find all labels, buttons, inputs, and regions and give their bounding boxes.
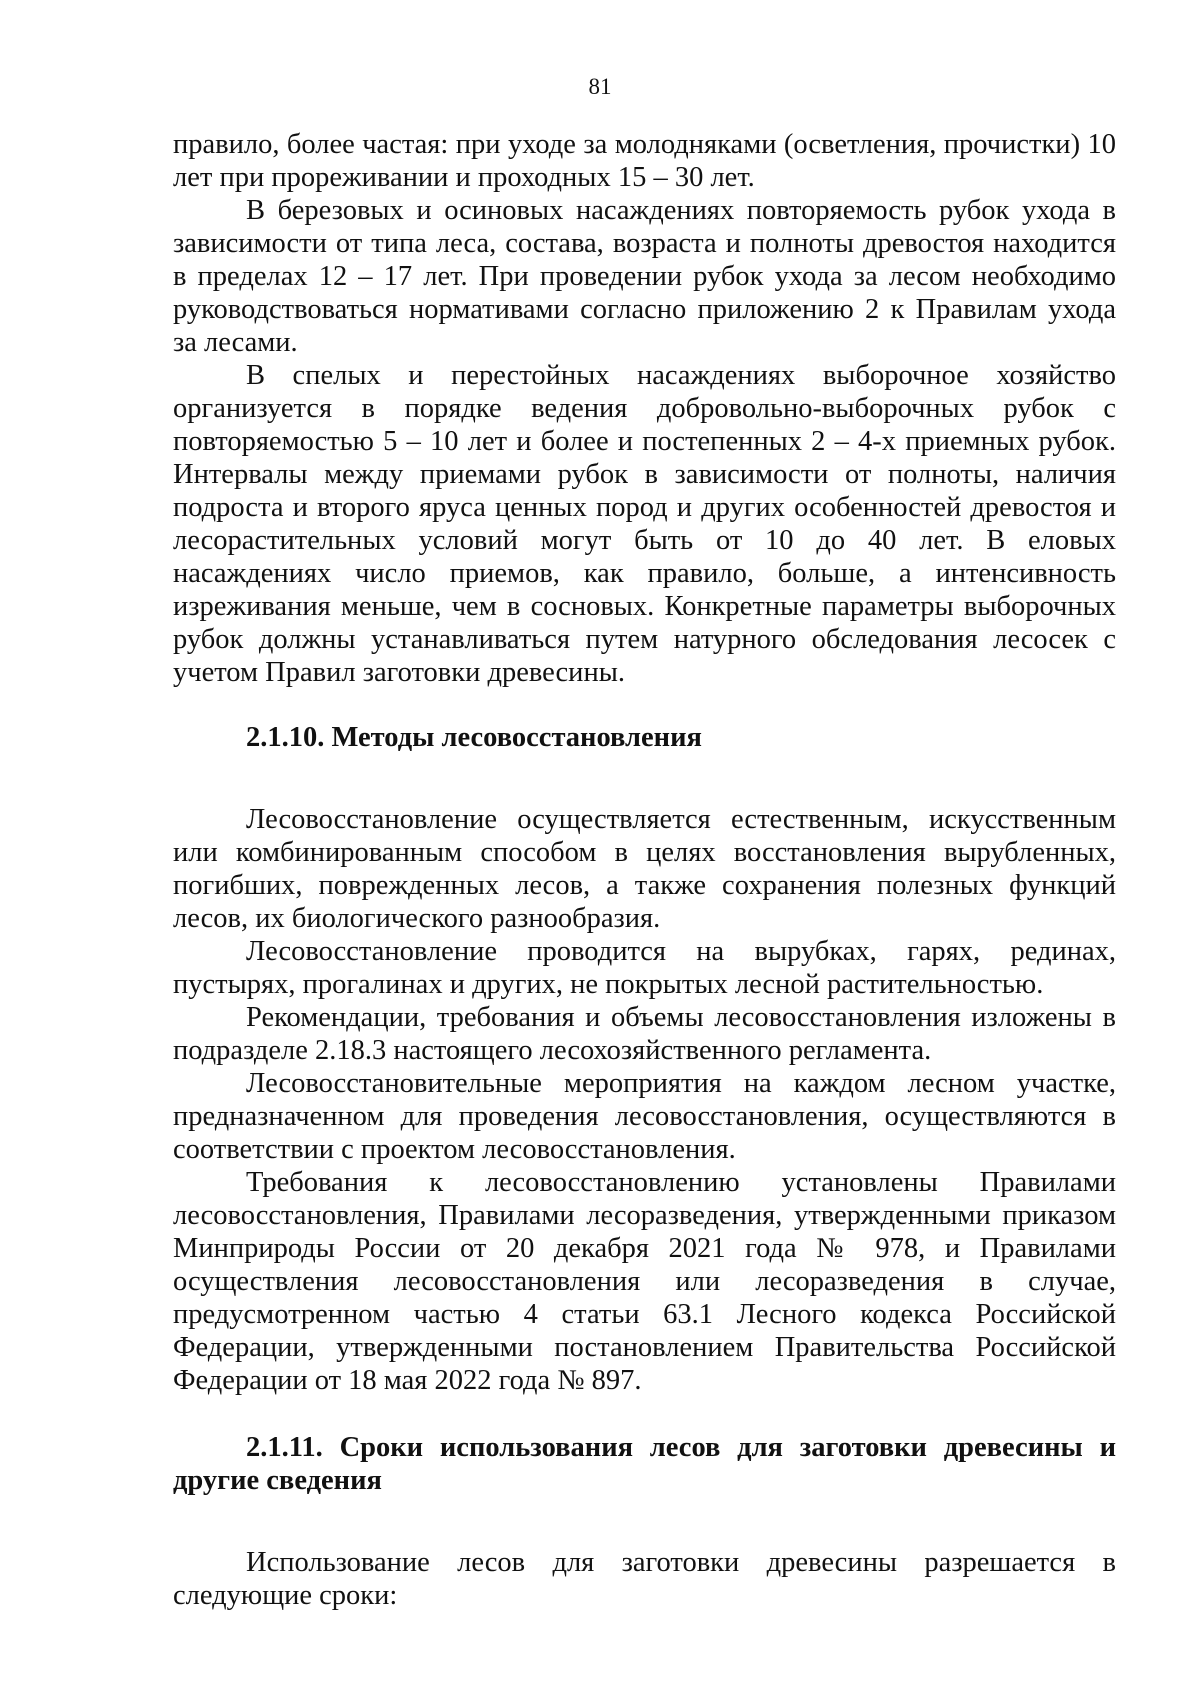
paragraph: Требования к лесовосстановлению установлены Правилами лесовосстановления, Правилами лесоразведения, утвержденными приказом Минприроды России от 20 декабря 2021 года № 978, и Правилами осуществления лесовосстановления или лесоразведения в случае, предусмотренном частью 4 статьи 63.1 Лесного кодекса Российской Федерации, утвержденными постановлением Правительства Российской Федерации от 18 мая 2022 года № 897. <box>173 1167 1116 1396</box>
page-content <box>173 128 1116 1612</box>
paragraph-continued: правило, более частая: при уходе за молодняками (осветления, прочистки) 10 лет при прореживании и проходных 15 – 30 лет. <box>173 129 1116 193</box>
paragraph: В березовых и осиновых насаждениях повторяемость рубок ухода в зависимости от типа леса, состава, возраста и полноты древостоя находится в пределах 12 – 17 лет. При проведении рубок ухода за лесом необходимо руководствоваться нормативами согласно приложению 2 к Правилам ухода за лесами. <box>173 195 1116 358</box>
paragraph: Рекомендации, требования и объемы лесовосстановления изложены в подразделе 2.18.3 настоящего лесохозяйственного регламента. <box>173 1002 1116 1066</box>
paragraph: Использование лесов для заготовки древесины разрешается в следующие сроки: <box>173 1547 1116 1611</box>
page-number: 81 <box>588 74 612 99</box>
paragraph: В спелых и перестойных насаждениях выборочное хозяйство организуется в порядке ведения добровольно-выборочных рубок с повторяемостью 5 – 10 лет и более и постепенных 2 – 4-х приемных рубок. Интервалы между приемами рубок в зависимости от полноты, наличия подроста и второго яруса ценных пород и других особенностей древостоя и лесорастительных условий могут быть от 10 до 40 лет. В еловых насаждениях число приемов, как правило, больше, а интенсивность изреживания меньше, чем в сосновых. Конкретные параметры выборочных рубок должны устанавливаться путем натурного обследования лесосек с учетом Правил заготовки древесины. <box>173 360 1116 688</box>
paragraph: Лесовосстановление проводится на вырубках, гарях, рединах, пустырях, прогалинах и других, не покрытых лесной растительностью. <box>173 936 1116 1000</box>
paragraph: Лесовосстановительные мероприятия на каждом лесном участке, предназначенном для проведения лесовосстановления, осуществляются в соответствии с проектом лесовосстановления. <box>173 1068 1116 1165</box>
paragraph: Лесовосстановление осуществляется естественным, искусственным или комбинированным способом в целях восстановления вырубленных, погибших, поврежденных лесов, а также сохранения полезных функций лесов, их биологического разнообразия. <box>173 804 1116 934</box>
section-heading-2-1-11: 2.1.11. Сроки использования лесов для заготовки древесины и другие сведения <box>173 1432 1116 1496</box>
section-heading-2-1-10: 2.1.10. Методы лесовосстановления <box>246 722 702 753</box>
